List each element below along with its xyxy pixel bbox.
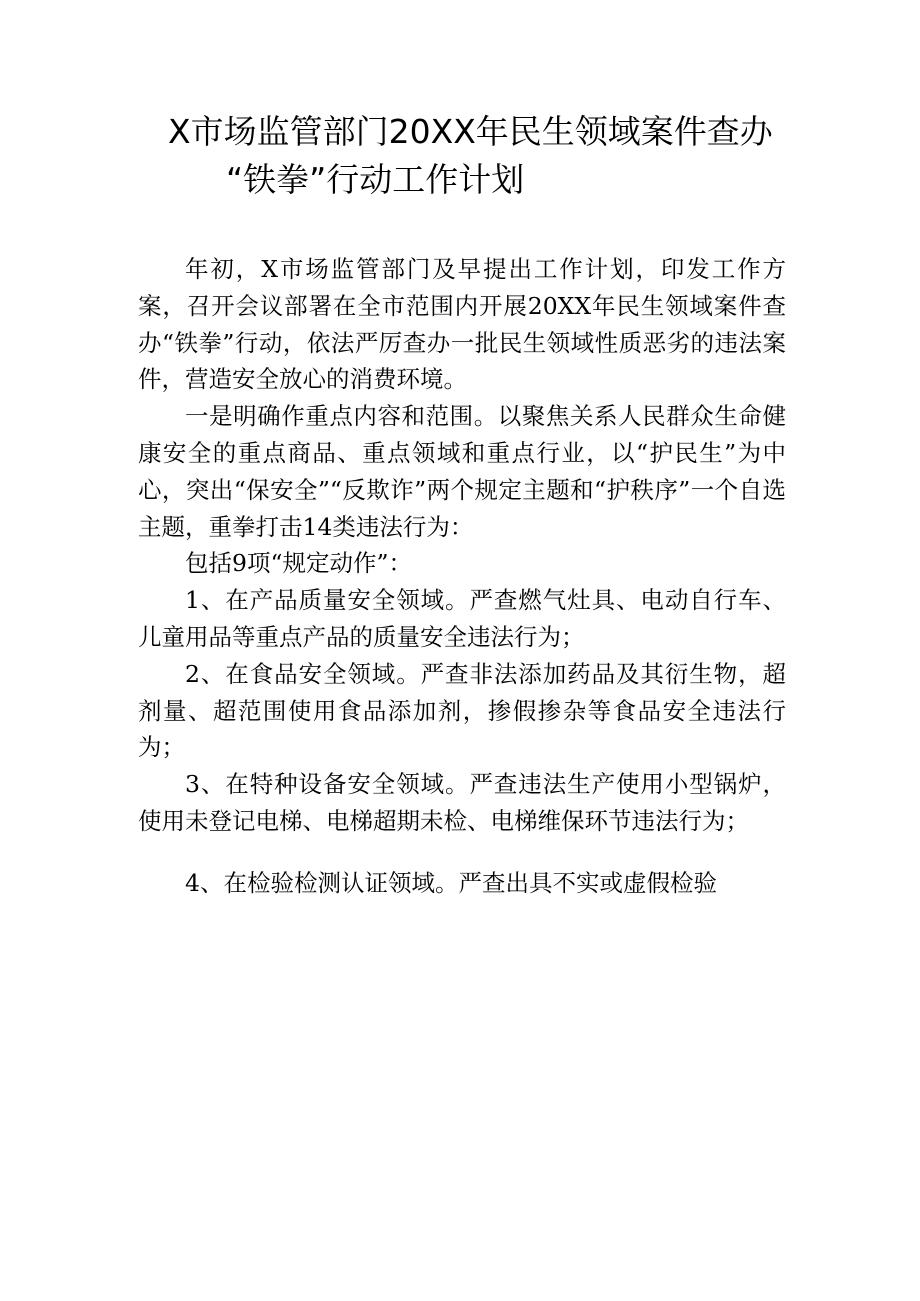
document-body [138,251,786,902]
paragraph-item-3: 3、在特种设备安全领域。严查违法生产使用小型锅炉，使用未登记电梯、电梯超期未检、电梯维保环节违法行为； [138,770,786,835]
paragraph-item-2: 2、在食品安全领域。严查非法添加药品及其衍生物，超剂量、超范围使用食品添加剂，掺假掺杂等食品安全违法行为； [138,659,786,762]
paragraph-required-actions: 包括9项“规定动作”： [185,549,412,578]
title-line-1: X市场监管部门20XX年民生领域案件查办 [168,112,773,151]
paragraph-scope: 一是明确作重点内容和范围。以聚焦关系人民群众生命健康安全的重点商品、重点领域和重点行业，以“护民生”为中心，突出“保安全”“反欺诈”两个规定主题和“护秩序”一个自选主题，重拳打击14类违法行为： [138,402,786,541]
paragraph-item-1: 1、在产品质量安全领域。严查燃气灶具、电动自行车、儿童用品等重点产品的质量安全违法行为； [138,586,786,651]
paragraph-item-4: 4、在检验检测认证领域。严查出具不实或虚假检验 [185,868,717,897]
title-line-2: “铁拳”行动工作计划 [226,160,525,199]
paragraph-intro: 年初，X市场监管部门及早提出工作计划，印发工作方案，召开会议部署在全市范围内开展20XX年民生领域案件查办“铁拳”行动，依法严厉查办一批民生领域性质恶劣的违法案件，营造安全放心的消费环境。 [138,255,786,394]
